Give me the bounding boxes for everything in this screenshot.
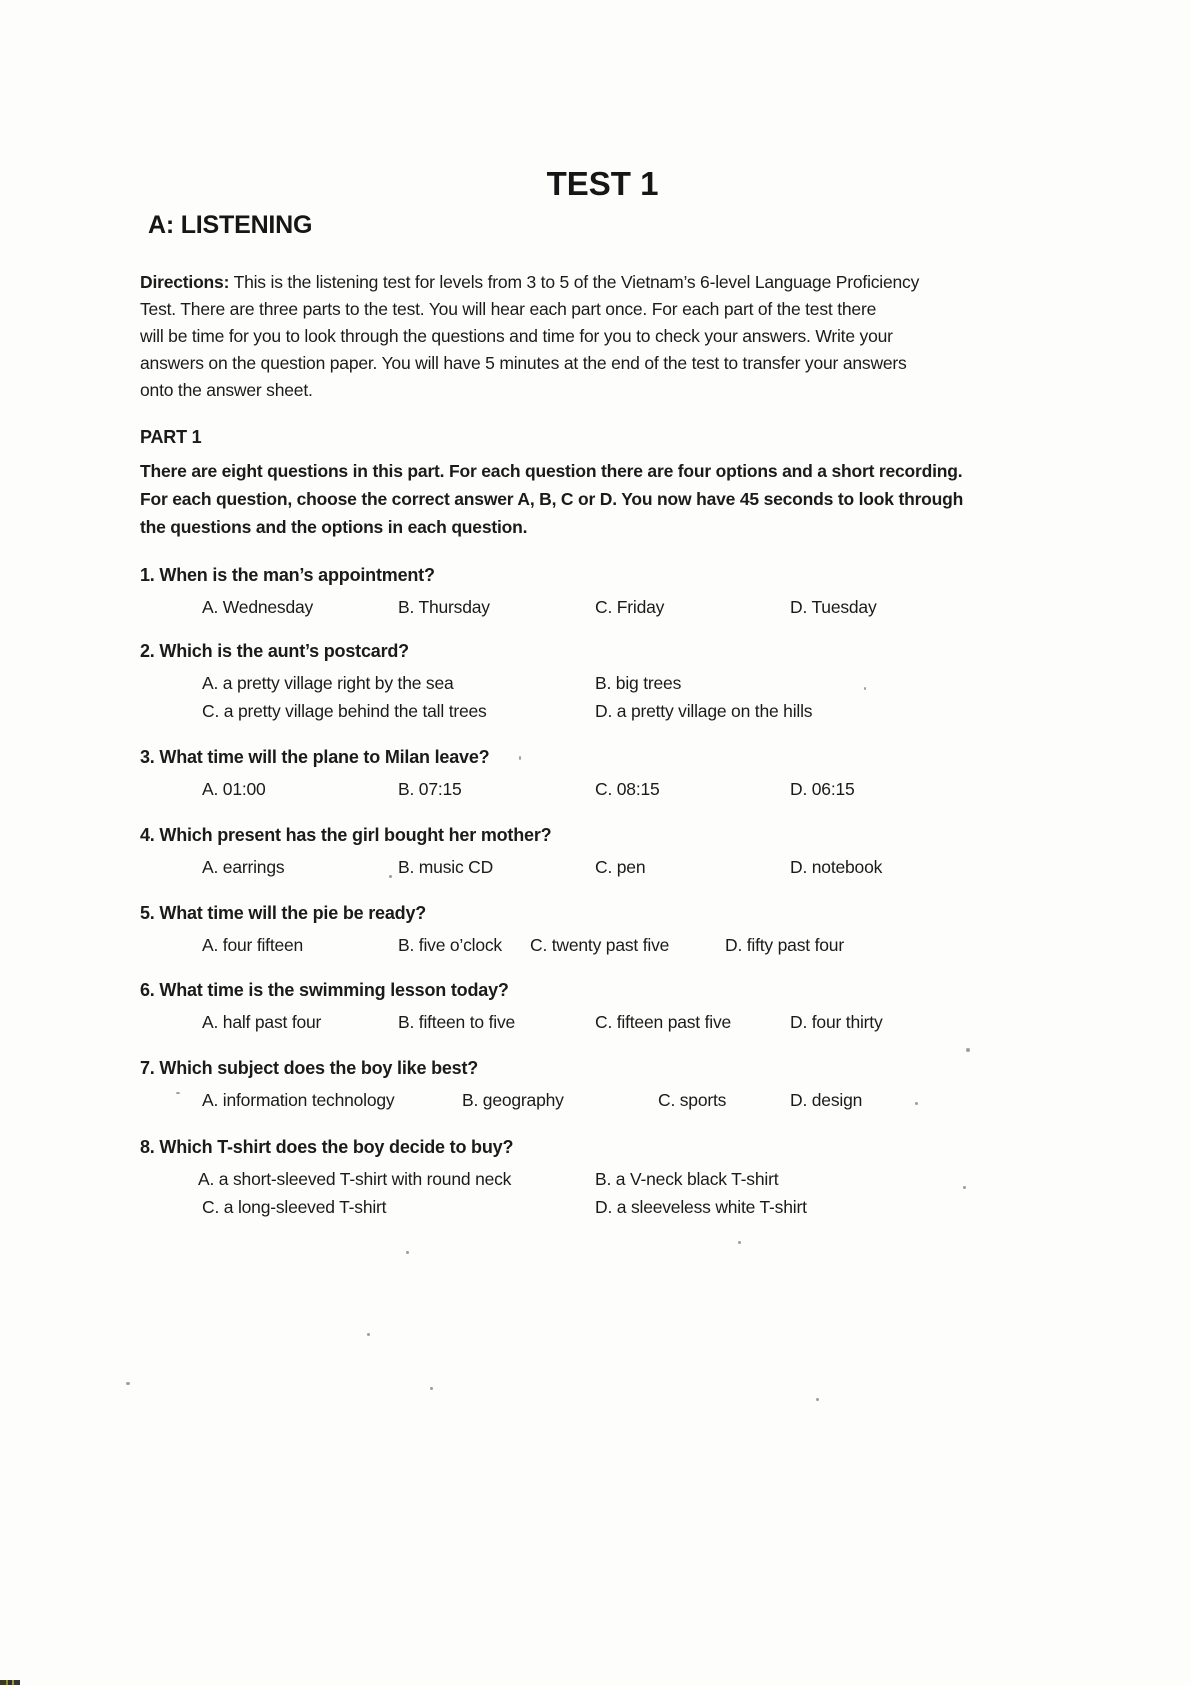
question-5 — [140, 901, 1065, 957]
scan-speck — [430, 1387, 433, 1390]
scan-speck — [367, 1333, 370, 1336]
question-7 — [140, 1056, 1065, 1112]
part-1-heading: PART 1 — [140, 427, 202, 447]
part-instructions-line: For each question, choose the correct answer A, B, C or D. You now have 45 seconds to look through — [140, 489, 964, 509]
directions-line: Test. There are three parts to the test. You will hear each part once. For each part of the test there — [140, 299, 877, 319]
scan-speck — [915, 1102, 918, 1105]
option-row — [140, 777, 1065, 801]
option-c: C. fifteen past five — [595, 1012, 732, 1032]
question-3 — [140, 745, 1065, 801]
part-instructions-line: There are eight questions in this part. For each question there are four options and a short recording. — [140, 461, 963, 481]
option-row — [140, 1010, 1065, 1034]
option-a: A. a short-sleeved T-shirt with round neck — [198, 1169, 512, 1189]
question-prompt: 1. When is the man’s appointment? — [140, 565, 435, 585]
directions-label: Directions: — [140, 272, 230, 292]
option-d: D. Tuesday — [790, 597, 877, 617]
scan-speck — [406, 1251, 409, 1254]
option-row — [140, 1167, 1065, 1191]
option-b: B. 07:15 — [398, 779, 462, 799]
option-c: C. a long-sleeved T-shirt — [202, 1197, 387, 1217]
question-prompt: 2. Which is the aunt’s postcard? — [140, 641, 409, 661]
option-b: B. five o’clock — [398, 935, 502, 955]
directions-line: will be time for you to look through the questions and time for you to check your answers. Write your — [140, 326, 893, 346]
question-prompt: 5. What time will the pie be ready? — [140, 903, 427, 923]
option-c: C. 08:15 — [595, 779, 660, 799]
option-row — [140, 671, 1065, 695]
scan-speck — [816, 1398, 819, 1401]
option-a: A. a pretty village right by the sea — [202, 673, 454, 693]
option-row — [140, 933, 1065, 957]
section-heading-listening: A: LISTENING — [148, 211, 313, 239]
option-b: B. geography — [462, 1090, 564, 1110]
scan-artifact — [0, 1680, 20, 1685]
scan-speck — [966, 1048, 970, 1052]
option-a: A. earrings — [202, 857, 285, 877]
scan-speck — [864, 687, 866, 690]
option-b: B. music CD — [398, 857, 494, 877]
option-row — [140, 699, 1065, 723]
option-d: D. design — [790, 1090, 863, 1110]
option-d: D. a pretty village on the hills — [595, 701, 813, 721]
scan-speck — [126, 1382, 130, 1385]
question-prompt: 7. Which subject does the boy like best? — [140, 1058, 479, 1078]
option-c: C. a pretty village behind the tall trees — [202, 701, 487, 721]
question-prompt: 8. Which T-shirt does the boy decide to buy? — [140, 1137, 514, 1157]
question-prompt: 6. What time is the swimming lesson today? — [140, 980, 509, 1000]
scan-speck — [963, 1186, 966, 1189]
option-c: C. Friday — [595, 597, 665, 617]
directions-text: This is the listening test for levels from 3 to 5 of the Vietnam’s 6-level Language Proficiency — [233, 272, 920, 292]
scan-speck — [389, 875, 392, 878]
part-1-instructions — [140, 457, 1065, 541]
option-c: C. sports — [658, 1090, 727, 1110]
directions-line: onto the answer sheet. — [140, 380, 313, 400]
option-row — [140, 1088, 1065, 1112]
question-8 — [140, 1135, 1065, 1219]
option-row — [140, 595, 1065, 619]
option-b: B. a V-neck black T-shirt — [595, 1169, 779, 1189]
option-d: D. fifty past four — [725, 935, 844, 955]
option-c: C. twenty past five — [530, 935, 670, 955]
option-row — [140, 1195, 1065, 1219]
option-row — [140, 855, 1065, 879]
page-title: TEST 1 — [546, 165, 659, 202]
option-a: A. 01:00 — [202, 779, 266, 799]
directions-line: answers on the question paper. You will have 5 minutes at the end of the test to transfer your answers — [140, 353, 907, 373]
option-b: B. Thursday — [398, 597, 490, 617]
scan-speck — [738, 1241, 741, 1244]
question-2 — [140, 639, 1065, 723]
directions-paragraph — [140, 269, 1065, 404]
option-a: A. Wednesday — [202, 597, 314, 617]
question-1 — [140, 563, 1065, 619]
question-4 — [140, 823, 1065, 879]
option-a: A. four fifteen — [202, 935, 304, 955]
option-b: B. fifteen to five — [398, 1012, 516, 1032]
option-d: D. a sleeveless white T-shirt — [595, 1197, 807, 1217]
scan-speck — [176, 1092, 180, 1094]
scan-speck — [519, 756, 521, 760]
question-prompt: 4. Which present has the girl bought her mother? — [140, 825, 552, 845]
directions-line — [140, 269, 1065, 296]
option-c: C. pen — [595, 857, 646, 877]
question-6 — [140, 978, 1065, 1034]
option-b: B. big trees — [595, 673, 682, 693]
option-d: D. 06:15 — [790, 779, 855, 799]
option-d: D. four thirty — [790, 1012, 883, 1032]
part-instructions-line: the questions and the options in each question. — [140, 517, 528, 537]
question-prompt: 3. What time will the plane to Milan leave? — [140, 747, 490, 767]
option-a: A. half past four — [202, 1012, 322, 1032]
option-d: D. notebook — [790, 857, 883, 877]
option-a: A. information technology — [202, 1090, 395, 1110]
